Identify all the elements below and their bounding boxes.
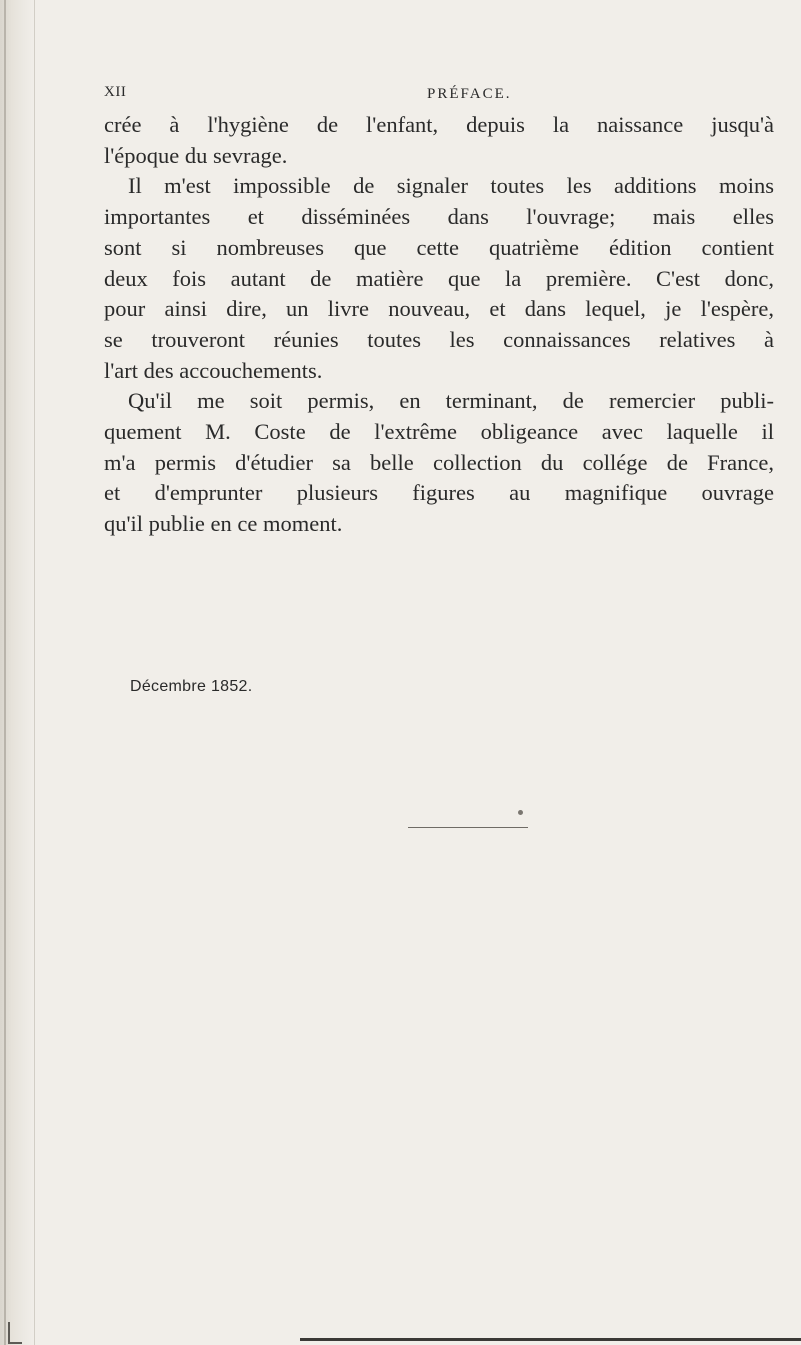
text-line: crée à l'hygiène de l'enfant, depuis la naissance jusqu'à bbox=[104, 112, 774, 137]
text-line: pour ainsi dire, un livre nouveau, et dans lequel, je l'espère, bbox=[104, 296, 774, 322]
corner-mark bbox=[8, 1322, 22, 1344]
text-line: se trouveront réunies toutes les connaissances relatives à bbox=[104, 326, 774, 352]
text-line: qu'il publie en ce moment. bbox=[104, 511, 343, 537]
ornament-rule bbox=[408, 827, 528, 828]
spine-binding-line bbox=[4, 0, 6, 1345]
text-line: m'a permis d'étudier sa belle collection du collége de France, bbox=[104, 449, 774, 475]
text-line: l'époque du sevrage. bbox=[104, 142, 288, 168]
text-line: Il m'est impossible de signaler toutes les additions moins bbox=[128, 173, 774, 199]
ornament-dot bbox=[518, 810, 523, 815]
text-line: Qu'il me soit permis, en terminant, de remercier publi- bbox=[128, 388, 774, 414]
preface-text bbox=[104, 110, 774, 540]
text-line: deux fois autant de matière que la première. C'est donc, bbox=[104, 265, 774, 291]
text-line: l'art des accouchements. bbox=[104, 357, 323, 383]
text-line: quement M. Coste de l'extrême obligeance avec laquelle il bbox=[104, 419, 774, 445]
text-line: sont si nombreuses que cette quatrième édition contient bbox=[104, 234, 774, 260]
signature-date: Décembre 1852. bbox=[130, 678, 253, 695]
text-line: importantes et disséminées dans l'ouvrage; mais elles bbox=[104, 204, 774, 230]
running-head: PRÉFACE. bbox=[427, 86, 512, 102]
bottom-rule bbox=[300, 1338, 801, 1341]
page-number: XII bbox=[104, 84, 127, 100]
text-line: et d'emprunter plusieurs figures au magnifique ouvrage bbox=[104, 480, 774, 506]
book-spine-edge bbox=[0, 0, 35, 1345]
page-header bbox=[0, 84, 801, 108]
